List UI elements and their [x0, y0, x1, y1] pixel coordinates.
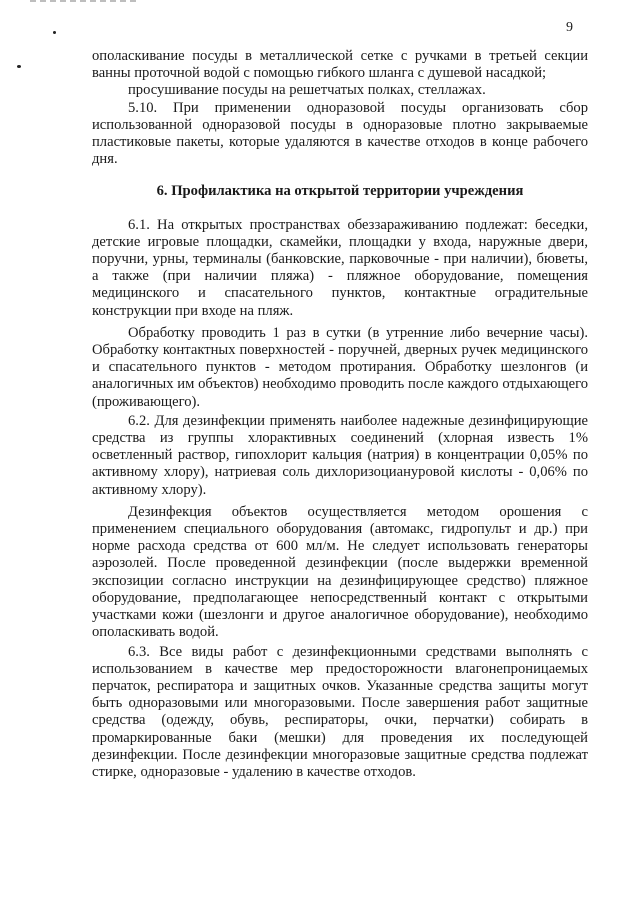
section-heading-6: 6. Профилактика на открытой территории учреждения [156, 183, 524, 200]
paragraph-6-2: 6.2. Для дезинфекции применять наиболее надежные дезинфицирующие средства из группы хлорактивных соединений (хлорная известь 1% осветленный раствор, гипохлорит кальция (натрия) в концентрации 0,05% по активному хлору), натриевая соль дихлоризоциануровой кислоты - 0,06% по активному хлору). [92, 412, 588, 498]
document-body [92, 48, 588, 781]
scan-speck [53, 31, 56, 34]
paragraph-drying: просушивание посуды на решетчатых полках, стеллажах. [128, 82, 486, 99]
page-number: 9 [566, 20, 573, 35]
paragraph-disinfection: Дезинфекция объектов осуществляется методом орошения с применением специального оборудования (автомакс, гидропульт и др.) при норме расхода средства от 600 мл/м. Не следует использовать генераторы аэрозолей. После проведенной дезинфекции (после выдержки временной экспозиции согласно инструкции на дезинфицирующее средство) пляжное оборудование, предполагающее непосредственный контакт с открытыми участками кожи (шезлонги и другое аналогичное оборудование), необходимо ополаскивать водой. [92, 503, 588, 641]
paragraph-6-3: 6.3. Все виды работ с дезинфекционными средствами выполнять с использованием в качестве мер предосторожности влагонепроницаемых перчаток, респиратора и защитных очков. Указанные средства защиты могут быть одноразовыми или многоразовыми. После завершения работ защитные средства (одежду, обувь, респираторы, очки, перчатки) собирать в промаркированные баки (мешки) для проведения их последующей дезинфекции. После дезинфекции многоразовые защитные средства подлежат стирке, одноразовые - удалению в качестве отходов. [92, 643, 588, 780]
scan-artifact-top [30, 0, 140, 2]
scan-speck [17, 65, 21, 68]
paragraph-processing: Обработку проводить 1 раз в сутки (в утренние либо вечерние часы). Обработку контактных поверхностей - поручней, дверных ручек медицинского и спасательного пунктов - методом протирания. Обработку шезлонгов (и аналогичных им объектов) необходимо проводить после каждого отдыхающего (проживающего). [92, 324, 588, 410]
paragraph-rinsing: ополаскивание посуды в металлической сетке с ручками в третьей секции ванны проточной водой с помощью гибкого шланга с душевой насадкой; [92, 48, 588, 82]
paragraph-6-1: 6.1. На открытых пространствах обеззараживанию подлежат: беседки, детские игровые площадки, скамейки, площадки у входа, наружные двери, поручни, урны, терминалы (банковские, парковочные - при наличии), бюветы, а также (при наличии пляжа) - пляжное оборудование, помещения медицинского и спасательного пунктов, контактные оградительные конструкции при входе на пляж. [92, 216, 588, 319]
paragraph-5-10: 5.10. При применении одноразовой посуды организовать сбор использованной одноразовой посуды в одноразовые плотно закрываемые пластиковые пакеты, которые удаляются в качестве отходов в конце рабочего дня. [92, 99, 588, 168]
